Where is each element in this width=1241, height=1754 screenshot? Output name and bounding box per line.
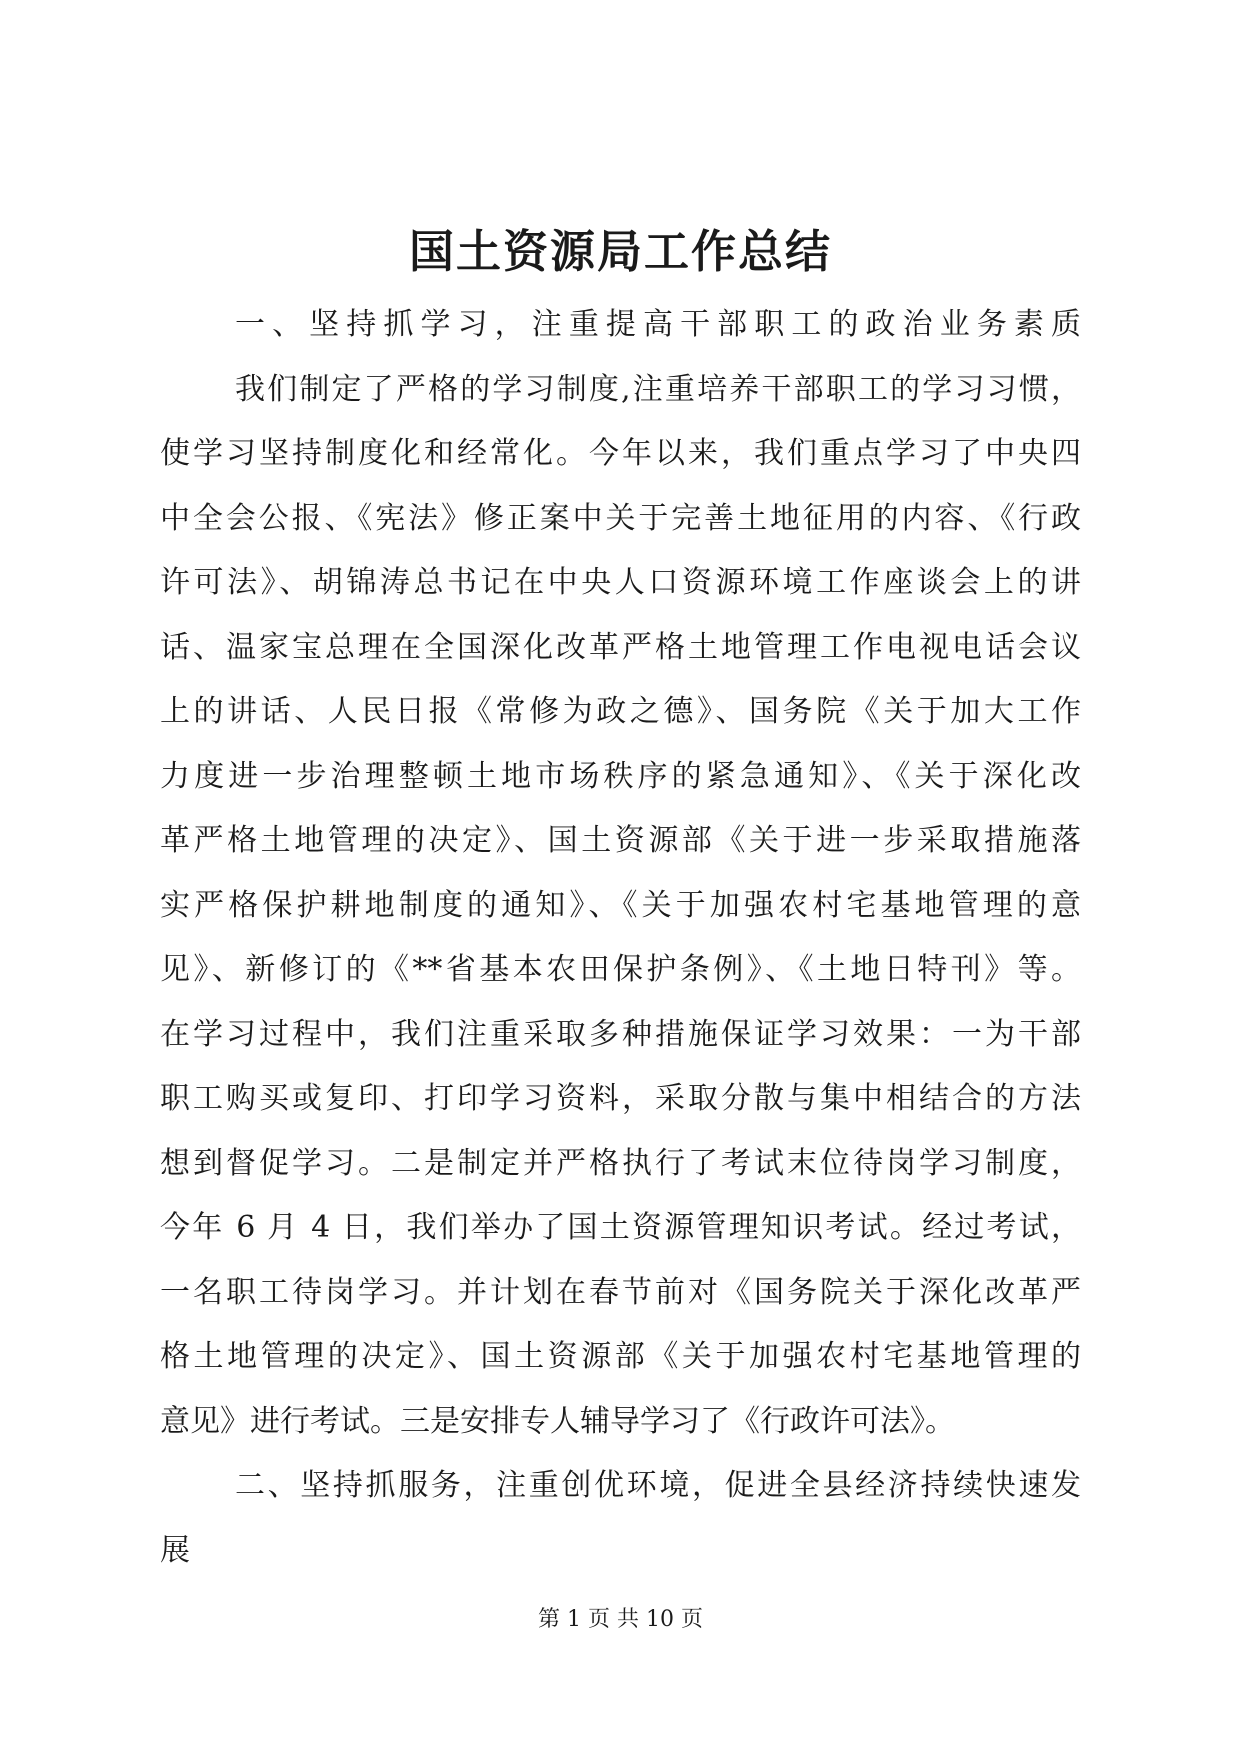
paragraph-line: 实严格保护耕地制度的通知》、《关于加强农村宅基地管理的意 xyxy=(160,887,1081,923)
paragraph-line: 使学习坚持制度化和经常化。今年以来，我们重点学习了中央四 xyxy=(160,436,1081,471)
section-heading-2: 二、坚持抓服务，注重创优环境，促进全县经济持续快速发 xyxy=(235,1468,1081,1503)
paragraph-line: 一名职工待岗学习。并计划在春节前对《国务院关于深化改革严 xyxy=(160,1274,1081,1310)
paragraph-line: 我们制定了严格的学习制度,注重培养干部职工的学习习惯， xyxy=(235,371,1081,407)
paragraph-line: 今年 6 月 4 日，我们举办了国土资源管理知识考试。经过考试， xyxy=(160,1210,1081,1245)
paragraph-line: 见》、新修订的《**省基本农田保护条例》、《土地日特刊》等。 xyxy=(160,952,1081,987)
paragraph-line: 许可法》、胡锦涛总书记在中央人口资源环境工作座谈会上的讲 xyxy=(160,565,1081,600)
paragraph-line: 想到督促学习。二是制定并严格执行了考试末位待岗学习制度， xyxy=(160,1145,1081,1181)
paragraph-line: 职工购买或复印、打印学习资料，采取分散与集中相结合的方法 xyxy=(160,1081,1081,1116)
page-number: 第 1 页 共 10 页 xyxy=(538,1607,703,1632)
paragraph-line: 在学习过程中，我们注重采取多种措施保证学习效果：一为干部 xyxy=(160,1016,1081,1052)
document-body xyxy=(160,293,1081,1583)
paragraph-line: 革严格土地管理的决定》、国土资源部《关于进一步采取措施落 xyxy=(160,823,1081,858)
paragraph-line: 意见》进行考试。三是安排专人辅导学习了《行政许可法》。 xyxy=(160,1403,955,1439)
section-heading-2-continued: 展 xyxy=(160,1532,190,1568)
paragraph-line: 话、温家宝总理在全国深化改革严格土地管理工作电视电话会议 xyxy=(160,629,1081,665)
paragraph-line: 中全会公报、《宪法》修正案中关于完善土地征用的内容、《行政 xyxy=(160,500,1081,536)
paragraph-line: 上的讲话、人民日报《常修为政之德》、国务院《关于加大工作 xyxy=(160,694,1081,729)
paragraph-line: 格土地管理的决定》、国土资源部《关于加强农村宅基地管理的 xyxy=(160,1339,1081,1374)
document-title: 国土资源局工作总结 xyxy=(408,225,832,278)
paragraph-line: 力度进一步治理整顿土地市场秩序的紧急通知》、《关于深化改 xyxy=(160,758,1081,794)
section-heading-1: 一、坚持抓学习，注重提高干部职工的政治业务素质 xyxy=(235,307,1081,342)
